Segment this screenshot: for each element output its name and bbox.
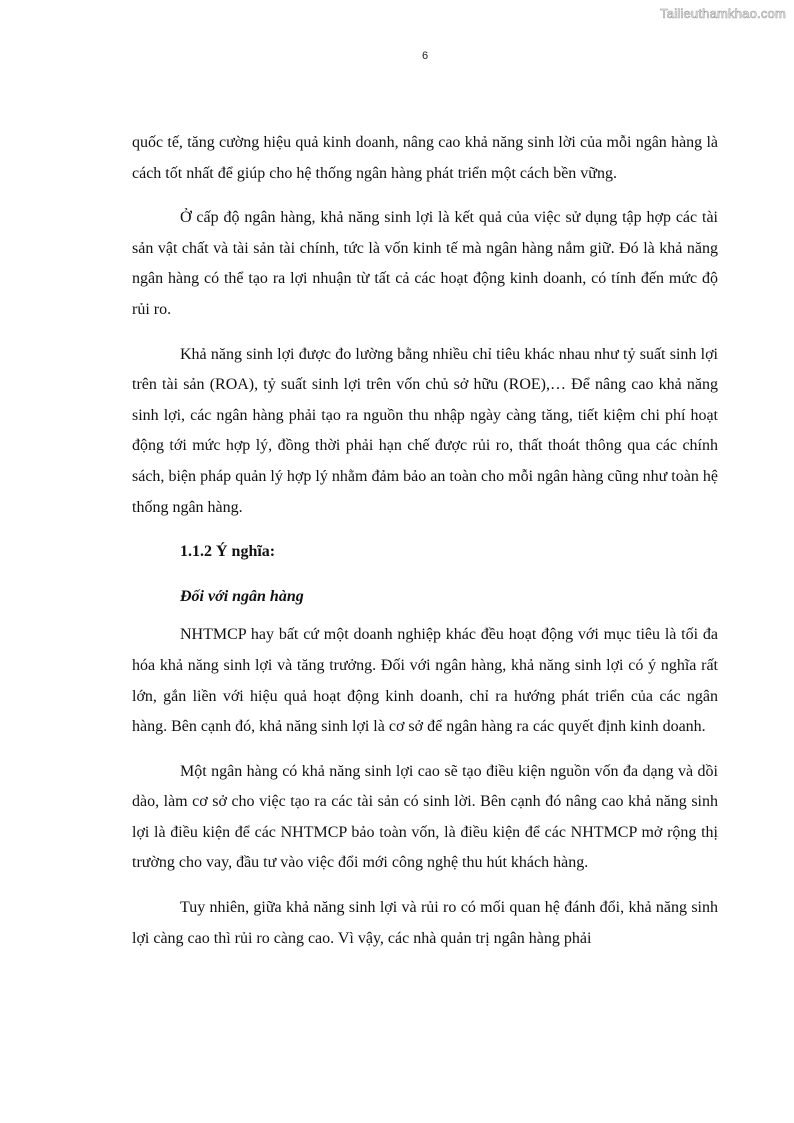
section-heading: 1.1.2 Ý nghĩa: [180, 543, 276, 561]
page-number: 6 [421, 50, 429, 62]
paragraph-2: Ở cấp độ ngân hàng, khả năng sinh lợi là kết quả của việc sử dụng tập hợp các tài sản vật chất và tài sản tài chính, tức là vốn kinh tế mà ngân hàng nắm giữ. Đó là khả năng ngân hàng có thể tạo ra lợi nhuận từ tất cả các hoạt động kinh doanh, có tính đến mức độ rủi ro. [132, 209, 718, 318]
paragraph-1: quốc tế, tăng cường hiệu quả kinh doanh, nâng cao khả năng sinh lời của mỗi ngân hàng là cách tốt nhất để giúp cho hệ thống ngân hàng phát triển một cách bền vững. [132, 134, 718, 182]
paragraph-3: Khả năng sinh lợi được đo lường bằng nhiều chỉ tiêu khác nhau như tỷ suất sinh lợi trên tài sản (ROA), tỷ suất sinh lợi trên vốn chủ sở hữu (ROE),… Để nâng cao khả năng sinh lợi, các ngân hàng phải tạo ra nguồn thu nhập ngày càng tăng, tiết kiệm chi phí hoạt động tới mức hợp lý, đồng thời phải hạn chế được rủi ro, thất thoát thông qua các chính sách, biện pháp quản lý hợp lý nhằm đảm bảo an toàn cho mỗi ngân hàng cũng như toàn hệ thống ngân hàng. [132, 345, 718, 516]
subsection-heading: Đối với ngân hàng [180, 587, 304, 605]
paragraph-5: Một ngân hàng có khả năng sinh lợi cao sẽ tạo điều kiện nguồn vốn đa dạng và dồi dào, làm cơ sở cho việc tạo ra các tài sản có sinh lời. Bên cạnh đó nâng cao khả năng sinh lợi là điều kiện để các NHTMCP bảo toàn vốn, là điều kiện để các NHTMCP mở rộng thị trường cho vay, đầu tư vào việc đổi mới công nghệ thu hút khách hàng. [132, 762, 718, 872]
watermark: Tailieuthamkhao.com [660, 6, 786, 21]
paragraph-4: NHTMCP hay bất cứ một doanh nghiệp khác đều hoạt động với mục tiêu là tối đa hóa khả năng sinh lợi và tăng trưởng. Đối với ngân hàng, khả năng sinh lợi có ý nghĩa rất lớn, gắn liền với hiệu quả hoạt động kinh doanh, chỉ ra hướng phát triển của các ngân hàng. Bên cạnh đó, khả năng sinh lợi là cơ sở để ngân hàng ra các quyết định kinh doanh. [132, 626, 718, 736]
document-body [132, 128, 718, 968]
paragraph-6: Tuy nhiên, giữa khả năng sinh lợi và rủi ro có mối quan hệ đánh đổi, khả năng sinh lợi càng cao thì rủi ro càng cao. Vì vậy, các nhà quản trị ngân hàng phải [132, 899, 718, 947]
